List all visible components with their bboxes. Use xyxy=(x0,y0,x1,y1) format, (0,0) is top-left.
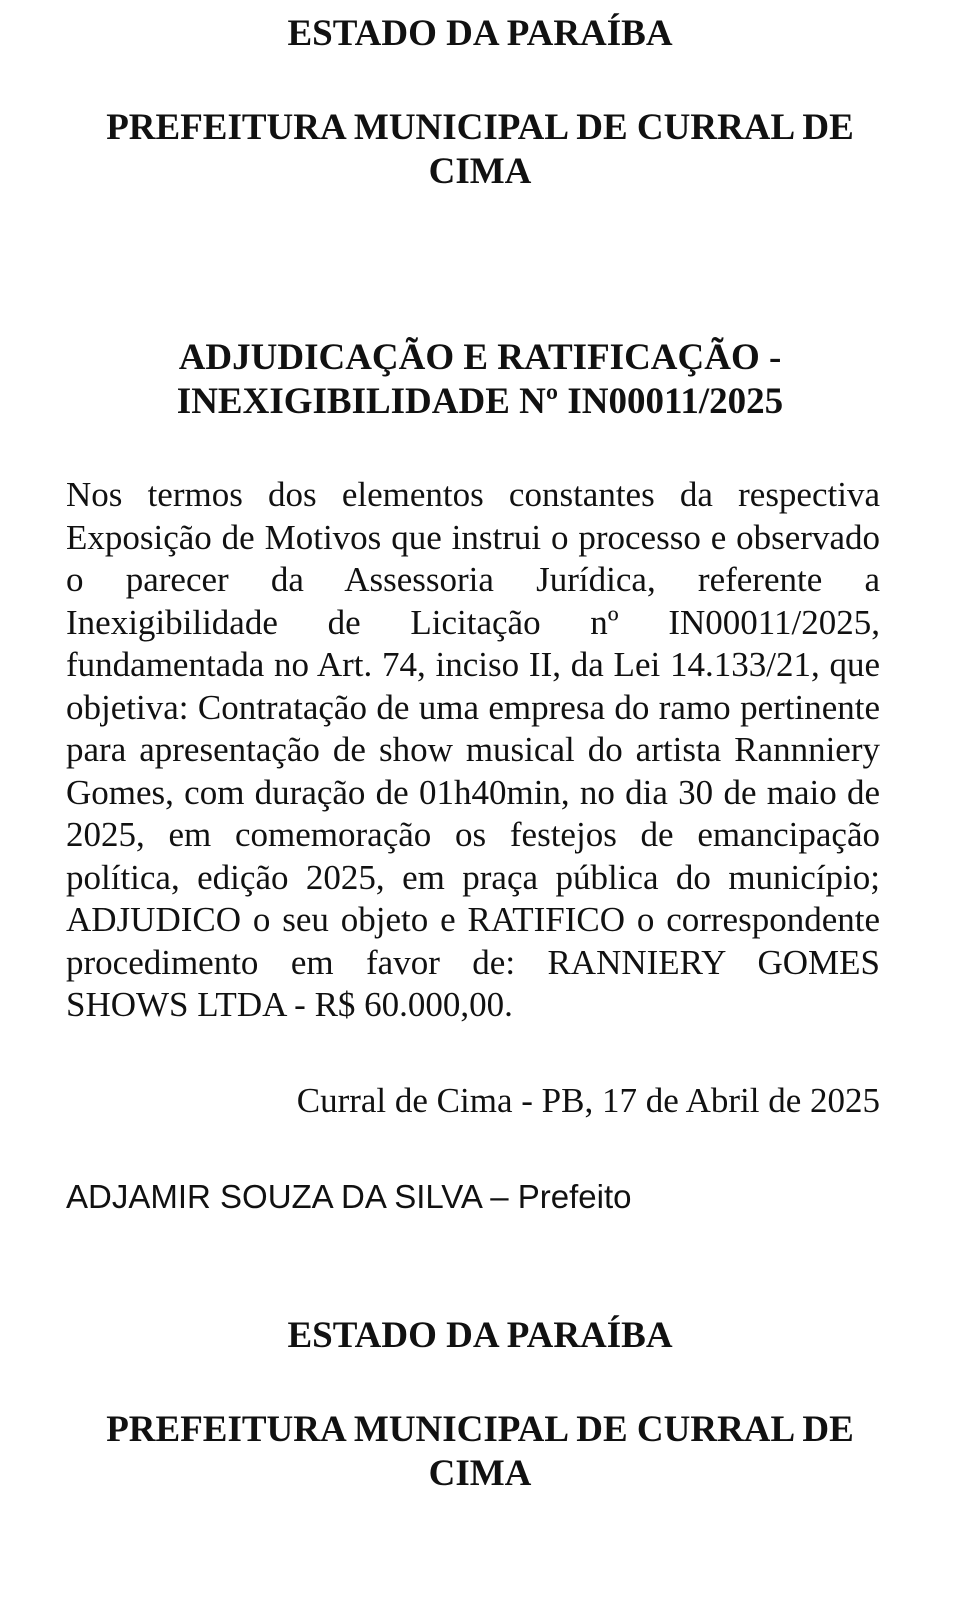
state-header: ESTADO DA PARAÍBA xyxy=(287,13,673,54)
document-body: Nos termos dos elementos constantes da respectiva Exposição de Motivos que instrui o processo e observado o parecer da Assessoria Jurídica, referente a Inexigibilidade de Licitação nº IN00011/2025, fundamentada no Art. 74, inciso II, da Lei 14.133/21, que objetiva: Contratação de uma empresa do ramo pertinente para apresentação de show musical do artista Rannniery Gomes, com duração de 01h40min, no dia 30 de maio de 2025, em comemoração os festejos de emancipação política, edição 2025, em praça pública do município; ADJUDICO o seu objeto e RATIFICO o correspondente procedimento em favor de: RANNIERY GOMES SHOWS LTDA - R$ 60.000,00. xyxy=(66,475,880,1024)
state-header-repeat: ESTADO DA PARAÍBA xyxy=(287,1315,673,1356)
date-line: Curral de Cima - PB, 17 de Abril de 2025 xyxy=(296,1081,880,1120)
prefecture-header: PREFEITURA MUNICIPAL DE CURRAL DE CIMA xyxy=(106,107,854,192)
document-title: ADJUDICAÇÃO E RATIFICAÇÃO - INEXIGIBILIDADE Nº IN00011/2025 xyxy=(176,337,784,422)
signature-line: ADJAMIR SOUZA DA SILVA – Prefeito xyxy=(66,1178,632,1215)
prefecture-header-repeat: PREFEITURA MUNICIPAL DE CURRAL DE CIMA xyxy=(106,1409,854,1494)
